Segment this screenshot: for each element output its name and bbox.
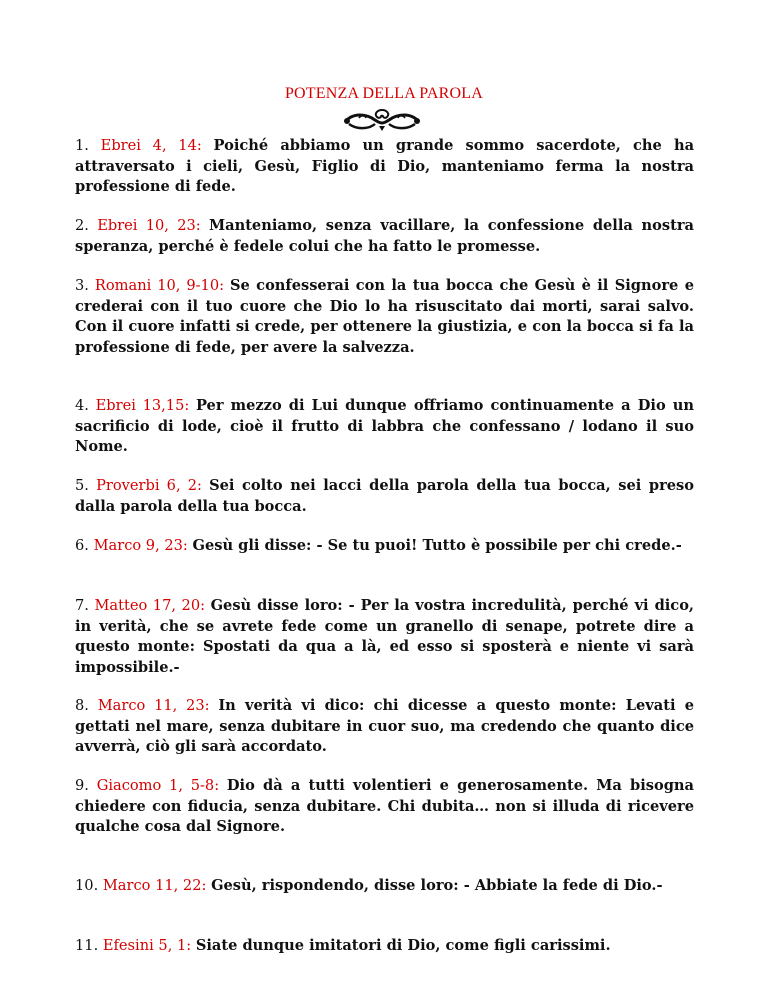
scripture-reference: Marco 11, 22: xyxy=(102,877,207,894)
entry-number: 11. xyxy=(75,937,99,954)
verse-entry xyxy=(75,536,694,557)
scripture-reference: Marco 9, 23: xyxy=(93,537,188,554)
verse-entry xyxy=(75,136,694,198)
entry-number: 7. xyxy=(75,597,89,614)
verse-text: Per mezzo di Lui dunque offriamo continuamente a Dio un sacrificio di lode, cioè il frutto di labbra che confessano / lodano il suo Nome. xyxy=(75,397,695,456)
verse-text: Gesù disse loro: - Per la vostra incredulità, perché vi dico, in verità, che se avrete fede come un granello di senape, potrete dire a questo monte: Spostati da qua a là, ed esso si sposterà e niente vi sarà impossibile.- xyxy=(75,597,695,676)
scripture-reference: Proverbi 6, 2: xyxy=(96,477,202,494)
verse-text: Poiché abbiamo un grande sommo sacerdote, che ha attraversato i cieli, Gesù, Figlio di Dio, manteniamo ferma la nostra professione di fede. xyxy=(75,137,695,196)
verse-entry xyxy=(75,476,694,517)
verse-text: In verità vi dico: chi dicesse a questo monte: Levati e gettati nel mare, senza dubitare in cuor suo, ma credendo che quanto dice avverrà, ciò gli sarà accordato. xyxy=(75,697,694,756)
entry-number: 1. xyxy=(75,137,89,154)
entry-number: 5. xyxy=(75,477,89,494)
verse-text: Gesù, rispondendo, disse loro: - Abbiate la fede di Dio.- xyxy=(211,877,663,894)
scripture-reference: Marco 11, 23: xyxy=(97,697,210,714)
entry-number: 3. xyxy=(75,277,89,294)
page-title: POTENZA DELLA PAROLA xyxy=(284,85,484,102)
verse-text: Sei colto nei lacci della parola della tua bocca, sei preso dalla parola della tua bocca. xyxy=(75,477,695,515)
scripture-reference: Matteo 17, 20: xyxy=(94,597,206,614)
verse-text: Siate dunque imitatori di Dio, come figli carissimi. xyxy=(195,937,611,954)
verse-entry xyxy=(75,276,694,358)
scripture-reference: Giacomo 1, 5-8: xyxy=(96,777,220,794)
verse-entry xyxy=(75,396,694,458)
verse-entry xyxy=(75,696,694,758)
entry-number: 8. xyxy=(75,697,89,714)
scripture-reference: Ebrei 10, 23: xyxy=(97,217,201,234)
verse-entry xyxy=(75,776,694,838)
verse-entry xyxy=(75,876,694,897)
entry-number: 10. xyxy=(75,877,99,894)
scripture-reference: Ebrei 13,15: xyxy=(95,397,190,414)
entry-number: 6. xyxy=(75,537,89,554)
entry-number: 4. xyxy=(75,397,89,414)
scripture-reference: Efesini 5, 1: xyxy=(102,937,192,954)
verse-text: Manteniamo, senza vacillare, la confessione della nostra speranza, perché è fedele colui che ha fatto le promesse. xyxy=(75,217,695,255)
verse-text: Dio dà a tutti volentieri e generosamente. Ma bisogna chiedere con fiducia, senza dubitare. Chi dubita… non si illuda di ricevere qualche cosa dal Signore. xyxy=(75,777,695,836)
entry-number: 2. xyxy=(75,217,89,234)
scripture-reference: Romani 10, 9-10: xyxy=(94,277,225,294)
scripture-reference: Ebrei 4, 14: xyxy=(100,137,202,154)
verse-entry xyxy=(75,936,694,957)
entry-number: 9. xyxy=(75,777,89,794)
verse-entry xyxy=(75,216,694,257)
verse-text: Gesù gli disse: - Se tu puoi! Tutto è possibile per chi crede.- xyxy=(192,537,682,554)
verse-text: Se confesserai con la tua bocca che Gesù è il Signore e crederai con il tuo cuore che Dio lo ha risuscitato dai morti, sarai salvo. Con il cuore infatti si crede, per ottenere la giustizia, e con la bocca si fa la professione di fede, per avere la salvezza. xyxy=(75,277,694,356)
scroll-flourish-icon xyxy=(339,104,425,134)
verse-entry xyxy=(75,596,694,678)
